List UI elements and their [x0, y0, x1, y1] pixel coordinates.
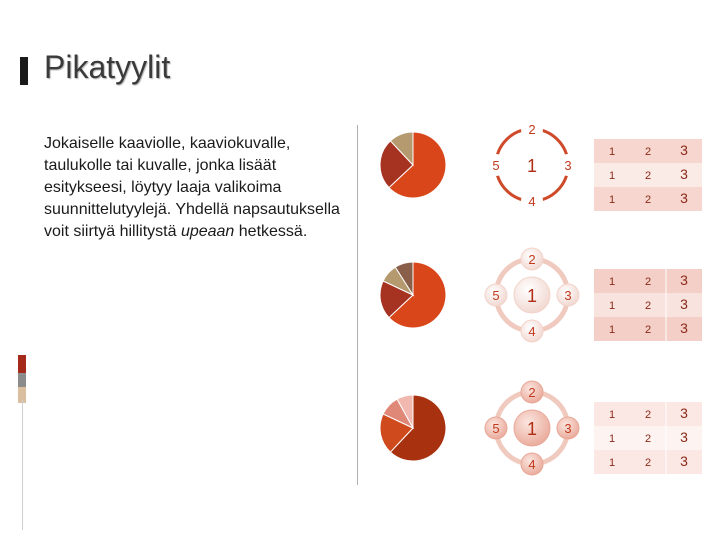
cycle-label-bottom-2: 4	[528, 324, 536, 339]
table-cell-2-2-1: 1	[608, 300, 616, 312]
cycle-label-left-1: 5	[492, 158, 500, 173]
table-cell-2-1-2: 2	[644, 276, 652, 288]
cycle-label-top-2: 2	[528, 252, 536, 267]
table-cell-3-2-2: 2	[644, 433, 652, 445]
table-cell-2-3-1: 1	[608, 324, 616, 336]
table-cell-2-2-3: 3	[680, 296, 688, 312]
table-cell-3-2-3: 3	[680, 429, 688, 445]
table-cell-3-3-2: 2	[644, 457, 652, 469]
table-cell-3-1-2: 2	[644, 409, 652, 421]
body-text-main: Jokaiselle kaaviolle, kaaviokuvalle, taulukolle tai kuvalle, jonka lisäät esitykseesi, löytyy laaja valikoima suunnittelutyylejä. Yhdellä napsautuksella voit siirtyä hillitystä	[44, 135, 340, 240]
table-cell-2-3-3: 3	[680, 320, 688, 336]
cycle-label-right-2: 3	[564, 288, 572, 303]
cycle-label-bottom-3: 4	[528, 457, 536, 472]
table-cell-3-3-3: 3	[680, 453, 688, 469]
table-cell-1-1-3: 3	[680, 142, 688, 158]
cycle-label-bottom-1: 4	[528, 194, 536, 209]
cycle-label-top-3: 2	[528, 385, 536, 400]
table-cell-2-3-2: 2	[644, 324, 652, 336]
table-cell-1-2-3: 3	[680, 166, 688, 182]
table-cell-2-2-2: 2	[644, 300, 652, 312]
cycle-label-center-3: 1	[526, 419, 538, 439]
table-cell-1-1-2: 2	[644, 146, 652, 158]
table-cell-1-3-1: 1	[608, 194, 616, 206]
cycle-label-right-1: 3	[564, 158, 572, 173]
table-cell-1-3-2: 2	[644, 194, 652, 206]
table-cell-1-2-2: 2	[644, 170, 652, 182]
table-cell-1-1-1: 1	[608, 146, 616, 158]
table-cell-3-1-1: 1	[608, 409, 616, 421]
slide-title[interactable]: Pikatyylit	[44, 49, 171, 85]
table-cell-3-3-1: 1	[608, 457, 616, 469]
cycle-label-right-3: 3	[564, 421, 572, 436]
cycle-label-left-3: 5	[492, 421, 500, 436]
cycle-label-center-2: 1	[526, 286, 538, 306]
body-text-tail: hetkessä.	[238, 223, 308, 240]
table-cell-2-1-3: 3	[680, 272, 688, 288]
table-cell-3-2-1: 1	[608, 433, 616, 445]
cycle-label-left-2: 5	[492, 288, 500, 303]
table-cell-1-2-1: 1	[608, 170, 616, 182]
cycle-label-center-1: 1	[526, 156, 538, 176]
table-cell-2-1-1: 1	[608, 276, 616, 288]
body-text-italic: upeaan	[180, 223, 235, 240]
table-cell-1-3-3: 3	[680, 190, 688, 206]
table-cell-3-1-3: 3	[680, 405, 688, 421]
cycle-label-top-1: 2	[528, 122, 536, 137]
